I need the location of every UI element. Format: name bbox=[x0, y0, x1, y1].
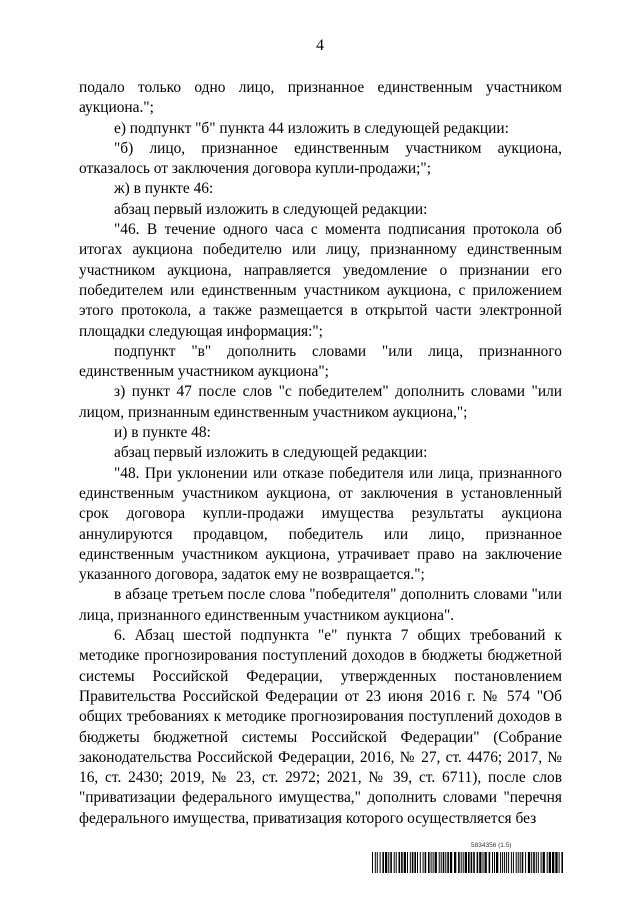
paragraph: и) в пункте 48: bbox=[114, 424, 211, 442]
paragraph: в абзаце третьем после слова "победителя" дополнить словами "или лица, признанного единственным участником аукциона". bbox=[79, 586, 562, 624]
paragraph: 6. Абзац шестой подпункта "е" пункта 7 общих требований к методике прогнозирования поступлений доходов в бюджеты бюджетной системы Российской Федерации, утвержденных постановлением Правительства Российской Федерации от 23 июня 2016 г. № 574 "Об общих требованиях к методике прогнозирования поступлений доходов в бюджеты бюджетной системы Российской Федерации" (Собрание законодательства Российской Федерации, 2016, № 27, ст. 4476; 2017, № 16, ст. 2430; 2019, № 23, ст. 2972; 2021, № 39, ст. 6711), после слов "приватизации федерального имущества," дополнить словами "перечня федерального имущества, приватизация которого осуществляется без bbox=[79, 627, 562, 827]
paragraph: ж) в пункте 46: bbox=[114, 180, 214, 198]
paragraph: подпункт "в" дополнить словами "или лица, признанного единственным участником аукциона"; bbox=[79, 342, 562, 381]
paragraph: абзац первый изложить в следующей редакции: bbox=[114, 444, 428, 462]
document-code: 5834356 (1.5) bbox=[471, 842, 512, 849]
page-number: 4 bbox=[316, 37, 324, 54]
paragraph: абзац первый изложить в следующей редакции: bbox=[114, 200, 428, 218]
paragraph: "46. В течение одного часа с момента подписания протокола об итогах аукциона победителю или лицу, признанному единственным участником аукциона, направляется уведомление о признании его победителем или единственным участником аукциона, с приложением этого протокола, а также размещается в открытой части электронной площадки следующая информация:"; bbox=[79, 221, 562, 340]
paragraph: "б) лицо, признанное единственным участником аукциона, отказалось от заключения договора купли-продажи;"; bbox=[79, 139, 562, 178]
paragraph: е) подпункт "б" пункта 44 изложить в следующей редакции: bbox=[114, 119, 509, 137]
barcode bbox=[372, 852, 563, 873]
document-body bbox=[79, 78, 562, 829]
paragraph: "48. При уклонении или отказе победителя или лица, признанного единственным участником аукциона, от заключения в установленный срок договора купли-продажи имущества результаты аукциона аннулируются продавцом, победитель или лицо, признанное единственным участником аукциона, утрачивает право на заключение указанного договора, задаток ему не возвращается."; bbox=[79, 464, 562, 584]
paragraph: подало только одно лицо, признанное единственным участником аукциона."; bbox=[79, 79, 562, 117]
paragraph: з) пункт 47 после слов "с победителем" дополнить словами "или лицом, признанным единственным участником аукциона,"; bbox=[79, 383, 562, 421]
